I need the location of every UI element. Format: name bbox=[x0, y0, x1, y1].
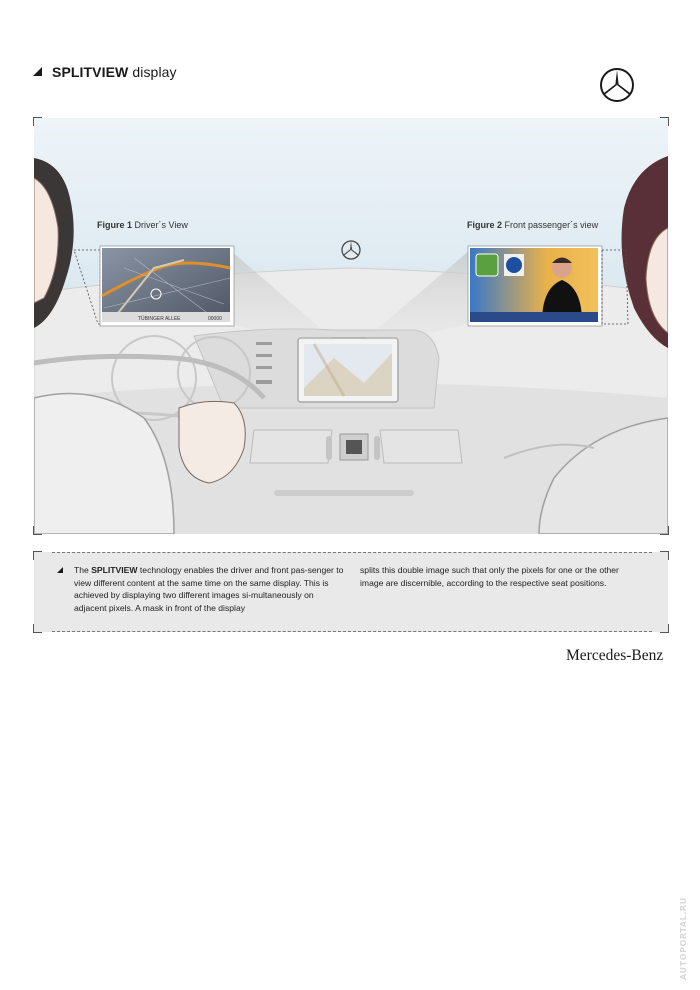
figure-2-number: Figure 2 bbox=[467, 220, 503, 230]
map-code-label: 00000 bbox=[208, 316, 222, 322]
title-bold: SPLITVIEW bbox=[52, 64, 129, 80]
triangle-bullet-icon bbox=[33, 67, 42, 76]
title-rest: display bbox=[132, 64, 177, 80]
caption-bullet-icon bbox=[57, 567, 63, 573]
caption-column-2: splits this double image such that only the pixels for one or the other image are discernible, according to the respective seat positions. bbox=[360, 565, 619, 588]
watermark-text: AUTOPORTAL.RU bbox=[679, 897, 688, 980]
brand-wordmark: Mercedes-Benz bbox=[566, 647, 664, 664]
figure-1-number: Figure 1 bbox=[97, 220, 133, 230]
page-title bbox=[33, 64, 177, 80]
figure-2-label bbox=[467, 220, 598, 230]
air-vent-right bbox=[380, 430, 462, 463]
watermark bbox=[676, 880, 690, 980]
figure-1-text: Driver´s View bbox=[134, 220, 188, 230]
mercedes-star-logo bbox=[599, 67, 635, 103]
caption-column-1: The SPLITVIEW technology enables the driver and front pas-senger to view different content at the same time on the same display. This is achieved by displaying two different images si-multaneously on adjacent pixels. A mask in front of the display bbox=[74, 565, 344, 613]
splitview-illustration bbox=[34, 118, 668, 534]
figure-2-text: Front passenger´s view bbox=[504, 220, 599, 230]
air-vent-left bbox=[250, 430, 332, 463]
map-street-label: TÜBINGER ALLEE bbox=[138, 316, 181, 322]
figure-1-label bbox=[97, 220, 188, 230]
